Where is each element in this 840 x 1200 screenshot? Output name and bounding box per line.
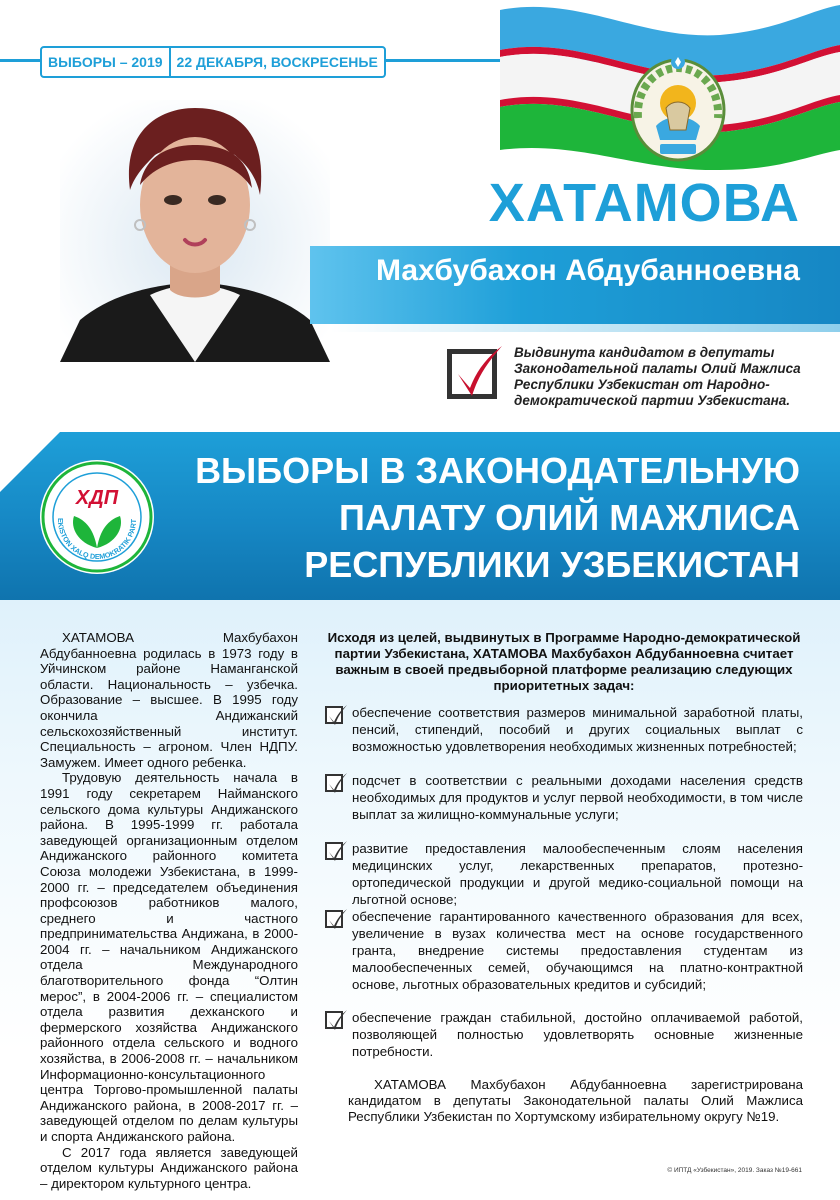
platform-task-text: обеспечение гарантированного качественного образования для всех, увеличение в вузах количества мест на основе государственного гранта, внедрение системы предоставления студентам из малообеспеченных семей, обучающимся на платно-контрактной основе, льготных образовательных кредитов и субсидий;	[352, 909, 803, 992]
election-title-line-2: ПАЛАТУ ОЛИЙ МАЖЛИСА	[338, 497, 800, 538]
election-label: ВЫБОРЫ – 2019	[48, 54, 163, 70]
platform-task-text: развитие предоставления малообеспеченным слоям населения медицинских услуг, лекарственных препаратов, протезно-ортопедической продукции и другой медико-социальной помощи на льготной основе;	[352, 841, 803, 907]
state-emblem	[626, 48, 730, 166]
nomination-check-icon	[447, 349, 497, 399]
party-logo-abbr: ХДП	[75, 487, 119, 509]
check-icon	[325, 910, 343, 928]
party-logo-text: EKISTON XALQ DEMOKRATIK PART	[55, 517, 139, 562]
platform-task-text: обеспечение соответствия размеров минимальной заработной платы, пенсий, стипендий, пособий и других социальных выплат с возможностью удовлетворения необходимых жизненных потребностей;	[352, 705, 803, 754]
election-date: 22 ДЕКАБРЯ, ВОСКРЕСЕНЬЕ	[176, 54, 378, 70]
candidate-photo	[60, 100, 330, 362]
platform-task-text: подсчет в соответствии с реальными доходами населения средств необходимых для продуктов и услуг первой необходимости, в том числе выплат за жилищно-коммунальные услуги;	[352, 773, 803, 822]
party-logo	[38, 458, 156, 576]
bio-paragraph: С 2017 года является заведующей отделом культуры Андижанского района – директором культурного центра.	[40, 1144, 298, 1191]
election-badge	[40, 46, 386, 78]
nomination-text: Выдвинута кандидатом в депутаты Законодательной палаты Олий Мажлиса Республики Узбекистан от Народно-демократической партии Узбекистана.	[514, 345, 801, 408]
biography	[40, 630, 298, 1191]
imprint: © ИПТД «Узбекистан», 2019. Заказ №19-661	[667, 1167, 802, 1174]
candidate-surname: ХАТАМОВА	[488, 173, 800, 233]
check-icon	[325, 842, 343, 860]
election-title-line-3: РЕСПУБЛИКИ УЗБЕКИСТАН	[304, 544, 800, 585]
candidate-given-names: Махбубахон Абдубанноевна	[376, 254, 800, 287]
check-icon	[325, 774, 343, 792]
check-icon	[325, 1011, 343, 1029]
check-icon	[325, 706, 343, 724]
platform-task-text: обеспечение граждан стабильной, достойно оплачиваемой работой, позволяющей полностью удовлетворять основные жизненные потребности.	[352, 1010, 803, 1059]
bio-paragraph: Трудовую деятельность начала в 1991 году секретарем Найманского сельского дома культуры Андижанского района. В 1995-1999 гг. работала заведующей организационным отделом Андижанского районного комитета Союза молодежи Узбекистана, в 1999-2000 гг. – председателем объединения профсоюзов работников малого, среднего и частного предпринимательства Андижана, в 2000-2004 гг. – начальником Андижанского отдела Международного благотворительного фонда “Олтин мерос”, в 2004-2006 гг. – специалистом отдела развития дехканского и фермерского хозяйства Андижанского районного отдела сельского и водного хозяйства, в 2006-2008 гг. – начальником Информационно-консультационного центра Торгово-промышленной палаты Андижанского района, в 2008-2017 гг. – заведующей отделом по делам культуры и спорта Андижанского района.	[40, 770, 298, 1144]
name-band-shadow	[330, 324, 840, 332]
election-title-line-1: ВЫБОРЫ В ЗАКОНОДАТЕЛЬНУЮ	[195, 450, 800, 491]
registration-note: ХАТАМОВА Махбубахон Абдубанноевна зарегистрирована кандидатом в депутаты Законодательной палаты Олий Мажлиса Республики Узбекистан по Хортумскому избирательному округу №19.	[348, 1077, 803, 1124]
platform-intro: Исходя из целей, выдвинутых в Программе Народно-демократической партии Узбекистана, ХАТАМОВА Махбубахон Абдубанноевна считает важным в своей предвыборной платформе реализацию следующих приоритетных задач:	[327, 630, 801, 693]
bio-paragraph: ХАТАМОВА Махбубахон Абдубанноевна родилась в 1973 году в Уйчинском районе Наманганской области. Национальность – узбечка. Образование – высшее. В 1995 году окончила Андижанский сельскохозяйственный институт. Специальность – агроном. Член НДПУ. Замужем. Имеет одного ребенка.	[40, 630, 298, 770]
